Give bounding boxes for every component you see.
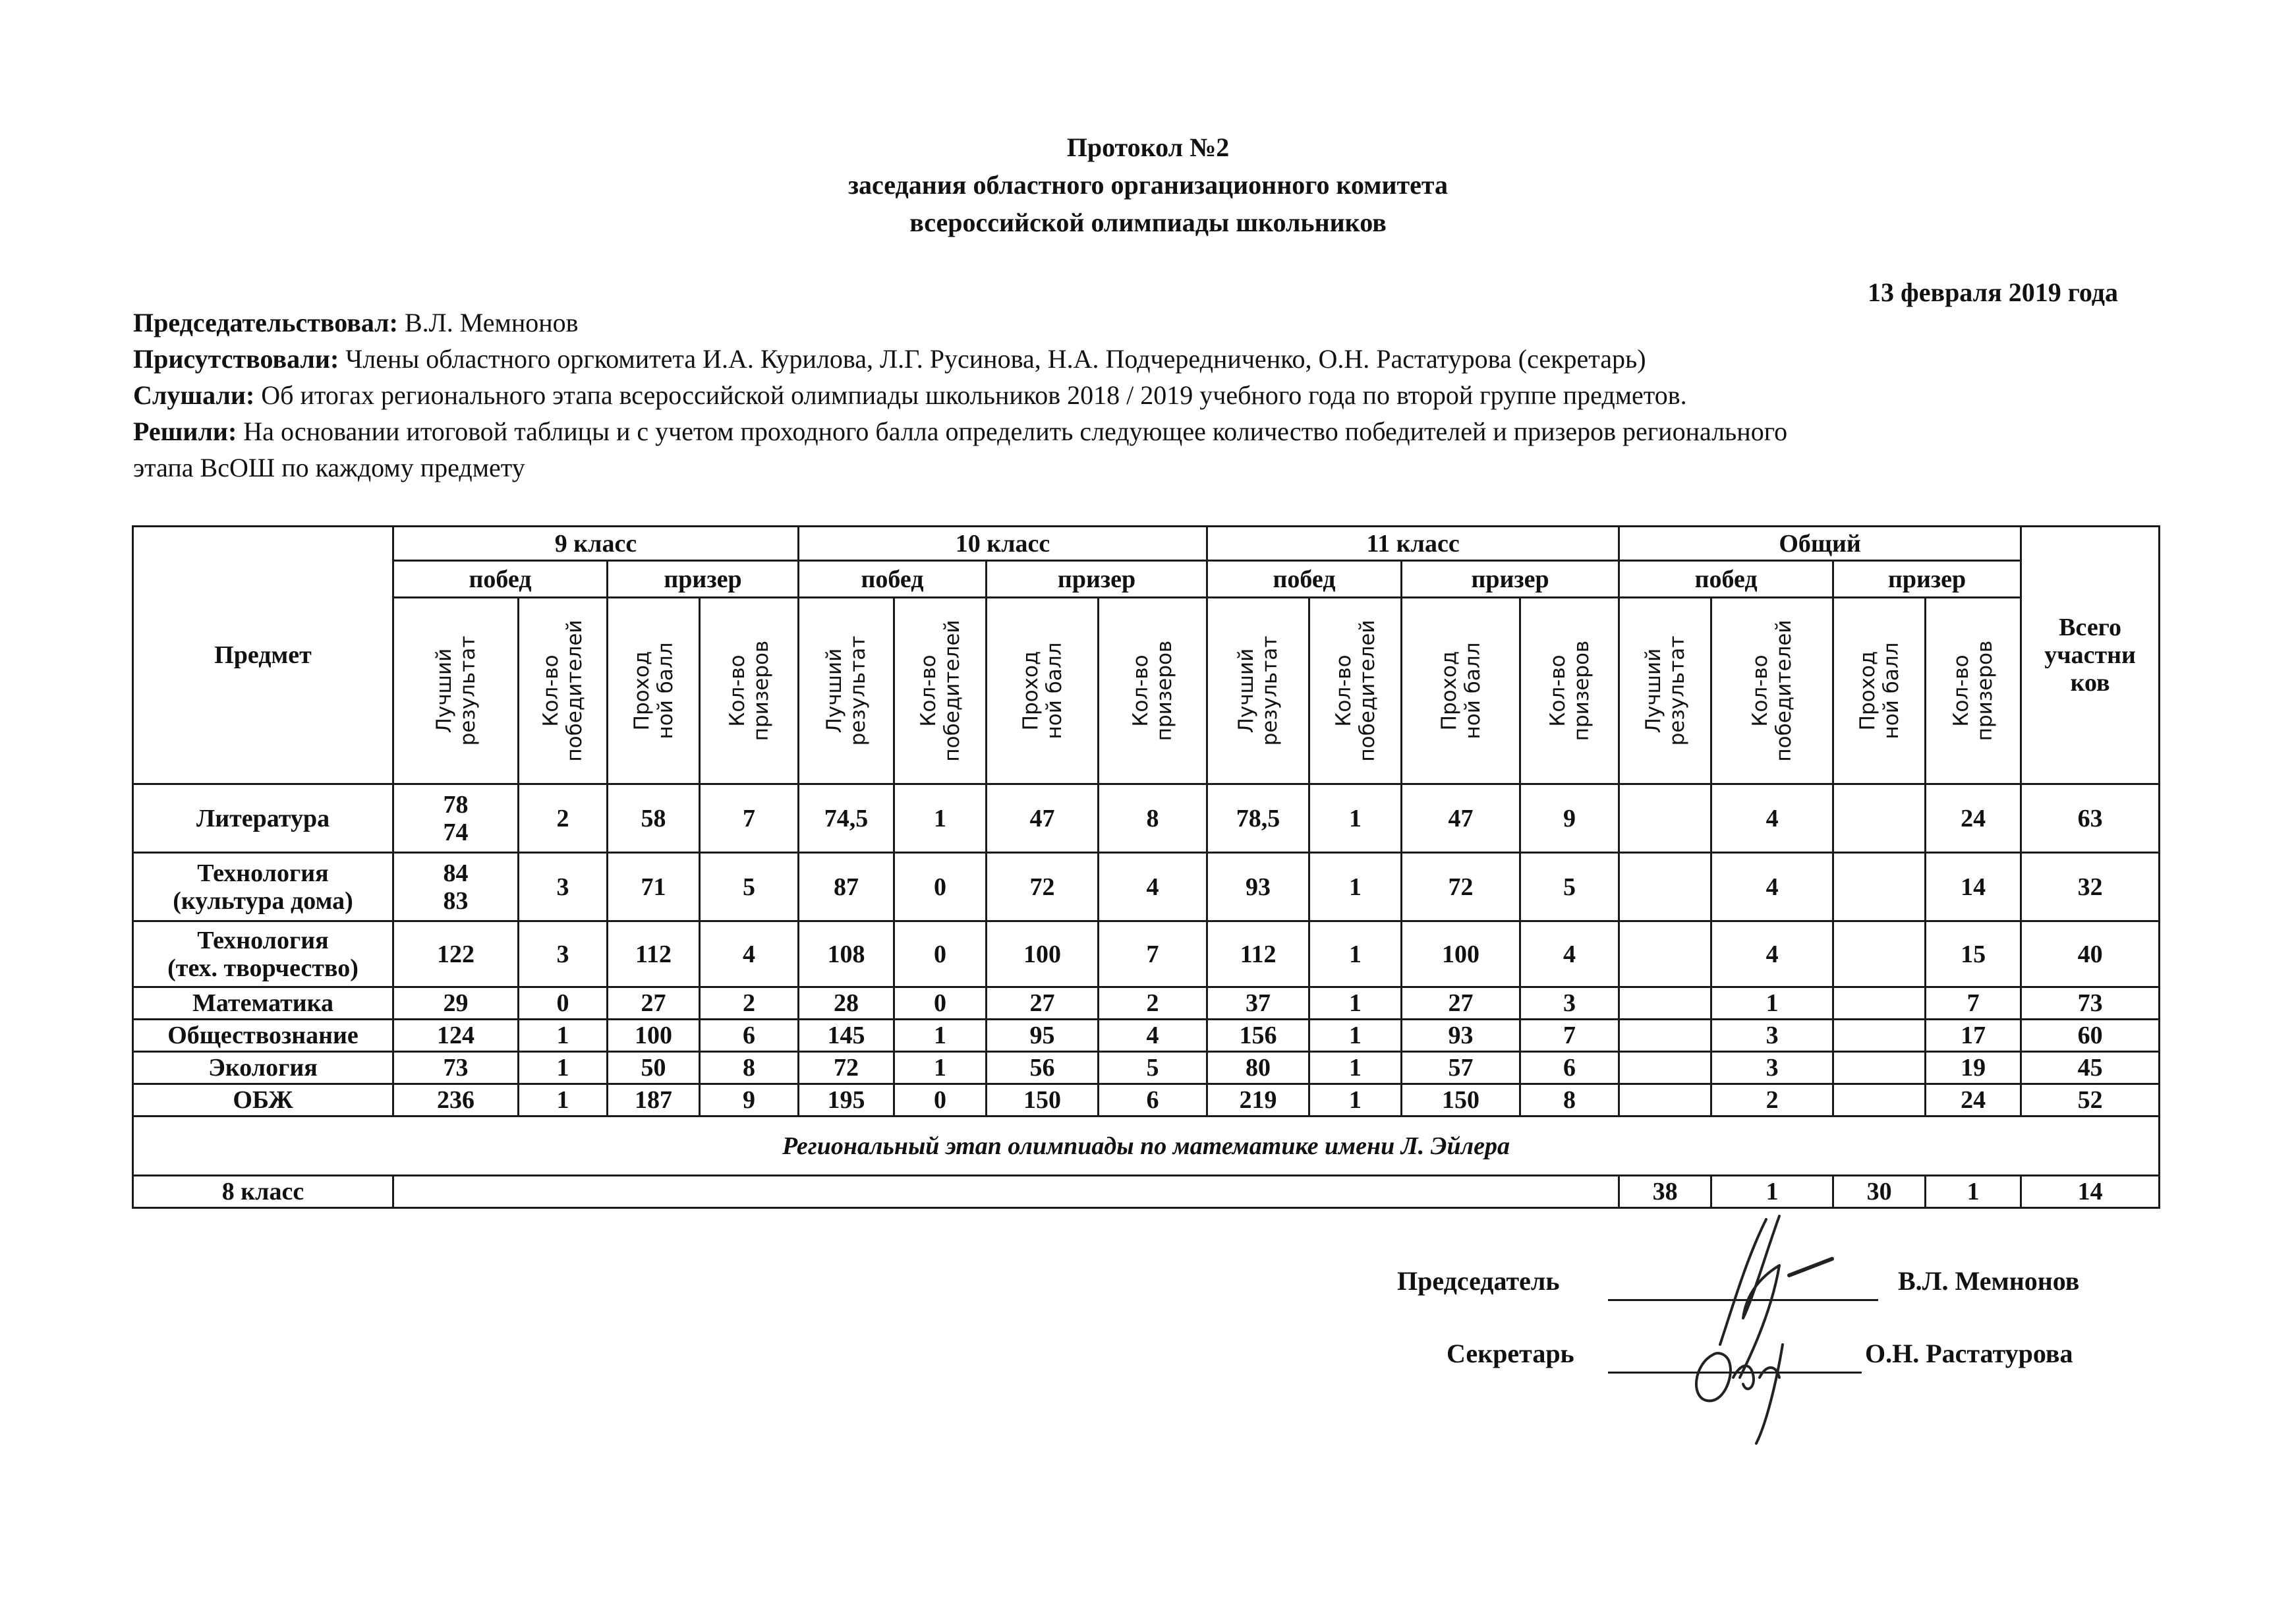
value-cell: 236	[393, 1084, 519, 1116]
value-cell: 0	[894, 987, 987, 1020]
subject-column-header: Предмет	[133, 527, 393, 784]
value-cell: 0	[894, 1084, 987, 1116]
value-cell	[1833, 1052, 1926, 1084]
grade-group-header: 9 класс	[393, 527, 799, 561]
metric-header-line: ной балл	[1879, 642, 1903, 740]
subject-name: Математика	[192, 989, 333, 1017]
chaired-label: Председательствовал:	[133, 308, 398, 337]
metric-column-header	[519, 598, 608, 784]
value-cell: 6	[1099, 1084, 1207, 1116]
value-cell: 112	[1207, 921, 1309, 987]
category-header-prizewinners: призер	[987, 561, 1207, 598]
value-cell: 1	[519, 1052, 608, 1084]
grade-group-header: Общий	[1619, 527, 2021, 561]
value-cell: 1	[1711, 987, 1833, 1020]
value-cell: 7	[1520, 1020, 1619, 1052]
value-cell: 27	[1402, 987, 1520, 1020]
total-header-line: участни	[2044, 641, 2136, 669]
subject-cell	[133, 1084, 393, 1116]
value-cell: 100	[1402, 921, 1520, 987]
value-cell	[1619, 1052, 1711, 1084]
header-row-categories	[133, 561, 2160, 598]
decided-line	[133, 413, 2163, 450]
value-cell: 14	[1926, 853, 2021, 921]
value-cell: 58	[608, 784, 700, 853]
value-cell	[1833, 921, 1926, 987]
value-line: 83	[443, 886, 469, 915]
metric-header-line: Проход	[629, 651, 654, 731]
document-title: Протокол №2	[1066, 132, 1230, 162]
metric-header-line: победителей	[1772, 620, 1796, 762]
decided-label: Решили:	[133, 417, 237, 446]
metric-header-line: победителей	[563, 620, 587, 762]
value-cell: 29	[393, 987, 519, 1020]
value-cell: 7	[1926, 987, 2021, 1020]
euler-8th-grade-row	[133, 1176, 2160, 1208]
secretary-signature-stroke	[1696, 1345, 1783, 1443]
value-cell: 56	[987, 1052, 1099, 1084]
value-cell: 145	[799, 1020, 894, 1052]
value-cell: 1	[894, 784, 987, 853]
subject-name: ОБЖ	[233, 1086, 293, 1114]
category-header-prizewinners: призер	[1402, 561, 1619, 598]
category-header-winners: побед	[393, 561, 608, 598]
value-cell: 24	[1926, 784, 2021, 853]
metric-column-header	[393, 598, 519, 784]
value-cell: 5	[1520, 853, 1619, 921]
metric-column-header	[700, 598, 799, 784]
value-cell: 45	[2021, 1052, 2160, 1084]
value-cell: 100	[608, 1020, 700, 1052]
metric-header-line: Проход	[1018, 651, 1043, 731]
metric-column-header	[1402, 598, 1520, 784]
metric-header-line: Лучший	[1234, 648, 1259, 734]
value-cell: 124	[393, 1020, 519, 1052]
value-cell: 60	[2021, 1020, 2160, 1052]
grade-group-header: 11 класс	[1207, 527, 1619, 561]
value-cell: 47	[1402, 784, 1520, 853]
results-table	[132, 525, 2160, 1209]
heard-label: Слушали:	[133, 380, 255, 410]
metric-header-line: призеров	[1153, 640, 1177, 741]
table-row	[133, 784, 2160, 853]
value-cell	[1619, 784, 1711, 853]
table-row	[133, 1084, 2160, 1116]
metric-column-header	[1926, 598, 2021, 784]
metric-header-line: результат	[455, 635, 480, 746]
euler-banner-row	[133, 1116, 2160, 1176]
subject-cell	[133, 987, 393, 1020]
subject-cell	[133, 921, 393, 987]
metric-column-header	[1520, 598, 1619, 784]
metric-header-line: Кол-во	[1748, 654, 1773, 727]
value-cell: 47	[987, 784, 1099, 853]
value-cell: 5	[1099, 1052, 1207, 1084]
value-cell	[1833, 784, 1926, 853]
value-cell: 1	[1309, 921, 1402, 987]
value-cell: 1	[1309, 1052, 1402, 1084]
value-cell: 57	[1402, 1052, 1520, 1084]
category-header-prizewinners: призер	[1833, 561, 2021, 598]
subject-cell	[133, 1020, 393, 1052]
value-cell	[1619, 987, 1711, 1020]
value-cell	[393, 853, 519, 921]
value-cell: 2	[1099, 987, 1207, 1020]
metric-column-header	[1099, 598, 1207, 784]
metric-header-line: призеров	[1973, 640, 1997, 741]
value-cell: 14	[2021, 1176, 2160, 1208]
value-cell	[393, 784, 519, 853]
secretary-label: Секретарь	[1447, 1339, 1574, 1368]
value-cell: 2	[1711, 1084, 1833, 1116]
subject-cell	[133, 784, 393, 853]
metric-header-line: результат	[1258, 635, 1282, 746]
subject-cell: 8 класс	[133, 1176, 393, 1208]
value-line: 84	[443, 859, 469, 887]
chair-signature-dash	[1789, 1259, 1832, 1275]
value-cell: 4	[1099, 1020, 1207, 1052]
value-cell: 1	[1309, 853, 1402, 921]
value-cell: 8	[700, 1052, 799, 1084]
value-cell: 80	[1207, 1052, 1309, 1084]
category-header-winners: побед	[1207, 561, 1402, 598]
metric-header-line: результат	[1665, 635, 1689, 746]
metric-header-line: Проход	[1437, 651, 1461, 731]
value-cell: 4	[700, 921, 799, 987]
value-cell: 6	[1520, 1052, 1619, 1084]
chair-signature-stroke	[1720, 1216, 1779, 1378]
value-cell: 1	[519, 1020, 608, 1052]
value-cell: 27	[608, 987, 700, 1020]
value-cell: 1	[1309, 784, 1402, 853]
value-cell: 7	[700, 784, 799, 853]
value-cell: 108	[799, 921, 894, 987]
value-cell: 95	[987, 1020, 1099, 1052]
heard-line	[133, 377, 2163, 413]
value-cell: 112	[608, 921, 700, 987]
value-cell	[1833, 1020, 1926, 1052]
meeting-details	[133, 304, 2163, 486]
metric-header-line: Кол-во	[725, 654, 749, 727]
value-cell	[1619, 921, 1711, 987]
total-participants-header	[2021, 527, 2160, 784]
header-row-metrics	[133, 598, 2160, 784]
value-cell: 5	[700, 853, 799, 921]
value-cell: 0	[894, 921, 987, 987]
value-cell: 1	[1926, 1176, 2021, 1208]
metric-header-line: ной балл	[1042, 642, 1066, 740]
value-cell: 30	[1833, 1176, 1926, 1208]
value-cell: 93	[1402, 1020, 1520, 1052]
subject-name: Технология	[197, 926, 329, 954]
value-cell: 24	[1926, 1084, 2021, 1116]
metric-header-line: Кол-во	[916, 654, 940, 727]
value-cell: 4	[1711, 921, 1833, 987]
present-line	[133, 341, 2163, 377]
value-cell: 1	[894, 1020, 987, 1052]
value-cell: 40	[2021, 921, 2160, 987]
decided-line-2: этапа ВсОШ по каждому предмету	[133, 453, 525, 482]
value-cell: 7	[1099, 921, 1207, 987]
value-cell: 71	[608, 853, 700, 921]
value-cell: 1	[1309, 987, 1402, 1020]
metric-column-header	[1309, 598, 1402, 784]
metric-header-line: Кол-во	[1129, 654, 1153, 727]
value-cell: 3	[1711, 1052, 1833, 1084]
value-cell	[1619, 853, 1711, 921]
value-cell: 3	[1520, 987, 1619, 1020]
value-cell: 100	[987, 921, 1099, 987]
value-cell: 63	[2021, 784, 2160, 853]
value-cell: 3	[1711, 1020, 1833, 1052]
value-cell	[1833, 987, 1926, 1020]
table-row	[133, 987, 2160, 1020]
value-cell: 0	[519, 987, 608, 1020]
metric-header-line: призеров	[749, 640, 773, 741]
heard-value: Об итогах регионального этапа всероссийской олимпиады школьников 2018 / 2019 учебного года по второй группе предметов.	[254, 380, 1687, 410]
secretary-name: О.Н. Растатурова	[1865, 1339, 2073, 1368]
present-label: Присутствовали:	[133, 344, 339, 374]
metric-header-line: Проход	[1855, 651, 1880, 731]
value-cell: 37	[1207, 987, 1309, 1020]
value-cell: 0	[894, 853, 987, 921]
chair-label: Председатель	[1397, 1266, 1560, 1296]
metric-column-header	[894, 598, 987, 784]
value-cell: 32	[2021, 853, 2160, 921]
metric-header-line: призеров	[1569, 640, 1593, 741]
metric-header-line: Кол-во	[1545, 654, 1570, 727]
table-row	[133, 853, 2160, 921]
subject-name: Экология	[208, 1054, 318, 1082]
metric-header-line: ной балл	[1460, 642, 1485, 740]
value-cell: 1	[519, 1084, 608, 1116]
total-header-line: ков	[2070, 669, 2110, 697]
metric-header-line: ной балл	[653, 642, 677, 740]
present-value: Члены областного оргкомитета И.А. Курилова, Л.Г. Русинова, Н.А. Подчередниченко, О.Н. Растатурова (секретарь)	[339, 344, 1646, 374]
total-header-line: Всего	[2059, 614, 2121, 641]
value-cell	[1619, 1084, 1711, 1116]
metric-header-line: Лучший	[822, 648, 847, 734]
value-cell: 27	[987, 987, 1099, 1020]
empty-span-cell	[393, 1176, 1619, 1208]
metric-column-header	[608, 598, 700, 784]
value-cell: 3	[519, 921, 608, 987]
metric-header-line: результат	[846, 635, 871, 746]
table-row	[133, 921, 2160, 987]
metric-header-line: победителей	[1355, 620, 1379, 762]
value-cell: 122	[393, 921, 519, 987]
value-cell: 38	[1619, 1176, 1711, 1208]
document-title-block	[0, 129, 2296, 241]
metric-column-header	[987, 598, 1099, 784]
value-cell	[1619, 1020, 1711, 1052]
value-cell: 52	[2021, 1084, 2160, 1116]
metric-column-header	[1207, 598, 1309, 784]
value-cell: 8	[1099, 784, 1207, 853]
value-cell: 4	[1711, 784, 1833, 853]
value-cell: 73	[393, 1052, 519, 1084]
category-header-winners: побед	[799, 561, 987, 598]
document-date: 13 февраля 2019 года	[1868, 277, 2118, 307]
subject-name: Литература	[196, 804, 330, 832]
metric-header-line: Лучший	[432, 648, 456, 734]
value-cell: 4	[1520, 921, 1619, 987]
value-cell: 9	[1520, 784, 1619, 853]
value-cell: 219	[1207, 1084, 1309, 1116]
value-cell: 1	[1711, 1176, 1833, 1208]
value-cell: 15	[1926, 921, 2021, 987]
category-header-prizewinners: призер	[608, 561, 799, 598]
value-line: 78	[443, 790, 469, 819]
category-header-winners: побед	[1619, 561, 1833, 598]
value-cell: 50	[608, 1052, 700, 1084]
value-cell: 93	[1207, 853, 1309, 921]
metric-column-header	[1619, 598, 1711, 784]
value-cell: 9	[700, 1084, 799, 1116]
value-cell	[1833, 1084, 1926, 1116]
value-cell: 3	[519, 853, 608, 921]
value-cell: 74,5	[799, 784, 894, 853]
value-cell: 156	[1207, 1020, 1309, 1052]
value-cell: 150	[987, 1084, 1099, 1116]
value-cell: 17	[1926, 1020, 2021, 1052]
subject-cell	[133, 1052, 393, 1084]
metric-column-header	[799, 598, 894, 784]
value-cell	[1833, 853, 1926, 921]
subject-name: (культура дома)	[173, 886, 353, 915]
value-cell: 4	[1099, 853, 1207, 921]
value-cell: 195	[799, 1084, 894, 1116]
value-cell: 19	[1926, 1052, 2021, 1084]
chair-name: В.Л. Мемнонов	[1898, 1266, 2080, 1296]
value-cell: 72	[1402, 853, 1520, 921]
value-cell: 78,5	[1207, 784, 1309, 853]
header-row-grades	[133, 527, 2160, 561]
value-cell: 150	[1402, 1084, 1520, 1116]
handwritten-signatures	[1667, 1213, 1885, 1450]
chaired-value: В.Л. Мемнонов	[397, 308, 579, 337]
subject-name: (тех. творчество)	[167, 954, 359, 982]
subject-cell	[133, 853, 393, 921]
metric-header-line: Кол-во	[539, 654, 563, 727]
table-row	[133, 1052, 2160, 1084]
value-cell: 1	[1309, 1084, 1402, 1116]
value-cell: 1	[1309, 1020, 1402, 1052]
value-cell: 6	[700, 1020, 799, 1052]
subject-name: Технология	[197, 859, 329, 887]
document-subtitle-2: всероссийской олимпиады школьников	[909, 208, 1387, 237]
value-cell: 73	[2021, 987, 2160, 1020]
chaired-line	[133, 304, 2163, 341]
metric-column-header	[1833, 598, 1926, 784]
value-cell: 72	[987, 853, 1099, 921]
value-cell: 28	[799, 987, 894, 1020]
value-cell: 1	[894, 1052, 987, 1084]
grade-group-header: 10 класс	[799, 527, 1207, 561]
metric-column-header	[1711, 598, 1833, 784]
subject-name: Обществознание	[167, 1022, 359, 1049]
value-cell: 4	[1711, 853, 1833, 921]
metric-header-line: Лучший	[1641, 648, 1665, 734]
value-line: 74	[443, 818, 469, 846]
euler-banner: Региональный этап олимпиады по математике имени Л. Эйлера	[133, 1116, 2160, 1176]
value-cell: 187	[608, 1084, 700, 1116]
value-cell: 72	[799, 1052, 894, 1084]
metric-header-line: победителей	[940, 620, 964, 762]
metric-header-line: Кол-во	[1331, 654, 1356, 727]
document-subtitle-1: заседания областного организационного комитета	[847, 170, 1449, 200]
decided-value: На основании итоговой таблицы и с учетом проходного балла определить следующее количество победителей и призеров регионального	[237, 417, 1788, 446]
table-row	[133, 1020, 2160, 1052]
value-cell: 87	[799, 853, 894, 921]
metric-header-line: Кол-во	[1949, 654, 1974, 727]
value-cell: 8	[1520, 1084, 1619, 1116]
value-cell: 2	[700, 987, 799, 1020]
value-cell: 2	[519, 784, 608, 853]
